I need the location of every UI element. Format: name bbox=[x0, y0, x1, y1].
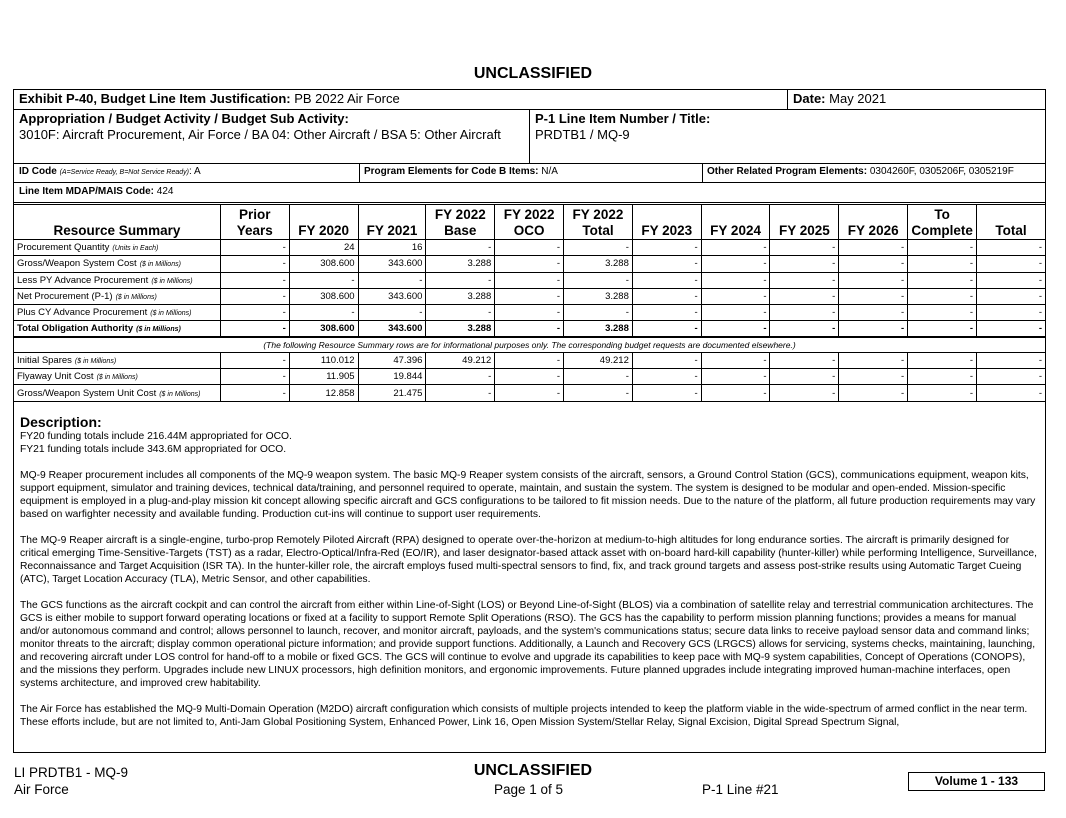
p1-label: P-1 Line Item Number / Title: bbox=[535, 111, 711, 126]
row-unit: ($ in Millions) bbox=[159, 390, 201, 398]
col-header: FY 2022 Base bbox=[426, 205, 495, 240]
row-label bbox=[14, 305, 221, 321]
table-cell: - bbox=[495, 352, 564, 368]
row-label bbox=[14, 321, 221, 337]
classification-top: UNCLASSIFIED bbox=[473, 65, 593, 82]
table-cell: - bbox=[701, 305, 770, 321]
table-cell: - bbox=[495, 288, 564, 304]
table-cell: 110.012 bbox=[289, 352, 358, 368]
table-cell: - bbox=[770, 352, 839, 368]
table-cell: - bbox=[495, 240, 564, 256]
footer-line-item: LI PRDTB1 - MQ-9 bbox=[14, 765, 129, 780]
table-cell: - bbox=[839, 321, 908, 337]
table-cell: - bbox=[632, 240, 701, 256]
table-row bbox=[14, 305, 1046, 321]
description-paragraph: The MQ-9 Reaper aircraft is a single-engine, turbo-prop Remotely Piloted Aircraft (RPA) designed to operate over-the-horizon at medium-to-high altitudes for long endurance sorties. The aircraft is primarily designed for critical emerging Time-Sensitive-Targets (TST) as a radar, Electro-Optical/Infra-Red (EO/IR), and laser designator-based attack asset with on-board hard-kill capability (hunter-killer) while performing Intelligence, Surveillance, Reconnaissance and Target Acquisition (ISR TA). In the hunter-killer role, the aircraft employs fused multi-spectral sensors to find, fix, and track ground targets and assess post-strike results using Automatic Target Cueing (ATC), Target Location Accuracy (TLA), Metric Sensor, and other capabilities. bbox=[20, 535, 1037, 585]
col-header: FY 2026 bbox=[839, 205, 908, 240]
table-row bbox=[14, 288, 1046, 304]
table-cell: - bbox=[770, 272, 839, 288]
table-cell: - bbox=[632, 369, 701, 385]
table-cell: - bbox=[770, 288, 839, 304]
table-cell: 16 bbox=[358, 240, 426, 256]
table-cell: - bbox=[220, 352, 289, 368]
row-unit: ($ in Millions) bbox=[96, 374, 138, 382]
id-code-note: (A=Service Ready, B=Not Service Ready) bbox=[59, 169, 189, 176]
description-line: FY20 funding totals include 216.44M appropriated for OCO. bbox=[20, 431, 292, 442]
table-cell: - bbox=[632, 288, 701, 304]
row-label bbox=[14, 385, 221, 401]
mdap-value: 424 bbox=[156, 186, 174, 197]
table-cell: - bbox=[908, 256, 977, 272]
table-cell: 3.288 bbox=[564, 321, 633, 337]
table-cell: - bbox=[495, 321, 564, 337]
table-cell: - bbox=[908, 385, 977, 401]
table-cell: 343.600 bbox=[358, 256, 426, 272]
description-line: FY21 funding totals include 343.6M appropriated for OCO. bbox=[20, 444, 287, 455]
table-cell: - bbox=[495, 385, 564, 401]
table-cell: 308.600 bbox=[289, 321, 358, 337]
table-cell: - bbox=[632, 256, 701, 272]
table-cell: - bbox=[908, 369, 977, 385]
table-cell: 308.600 bbox=[289, 288, 358, 304]
table-cell: - bbox=[839, 305, 908, 321]
table-cell: - bbox=[770, 240, 839, 256]
table-cell: - bbox=[426, 369, 495, 385]
classification-bottom: UNCLASSIFIED bbox=[473, 762, 593, 779]
row-label-text: Less PY Advance Procurement bbox=[17, 274, 149, 286]
table-cell: 343.600 bbox=[358, 288, 426, 304]
row-label bbox=[14, 272, 221, 288]
date-value: May 2021 bbox=[829, 91, 887, 106]
table-cell: - bbox=[220, 256, 289, 272]
other-pe-value: 0304260F, 0305206F, 0305219F bbox=[869, 166, 1014, 177]
pe-code-b-label: Program Elements for Code B Items: bbox=[364, 166, 539, 177]
id-code-row bbox=[14, 164, 1045, 183]
table-cell: - bbox=[908, 240, 977, 256]
row-unit: ($ in Millions) bbox=[139, 261, 181, 269]
footer-service: Air Force bbox=[14, 782, 69, 797]
table-cell: - bbox=[908, 272, 977, 288]
table-cell: - bbox=[977, 272, 1046, 288]
description-paragraph: The GCS functions as the aircraft cockpit and can control the aircraft from either within Line-of-Sight (LOS) or Beyond Line-of-Sight (BLOS) via a combination of satellite relay and terrestrial communication architectures. The GCS is either mobile to support forward operating locations or fixed at a facility to support Remote Split Operations (RSO). The GCS has the capability to perform mission planning functions; provides a means for manual and/or autonomous command and control; allows personnel to launch, recover, and monitor aircraft, payloads, and the system's communications status; secure data links to receive payload sensor data and command links; monitor threats to the aircraft; display common operational picture information; and provide support functions. Additionally, a Launch and Recovery GCS (LRGCS) allows for servicing, systems checks, maintaining, launching, and recovering aircraft under LOS control for hand-off to a mobile or fixed GCS. The GCS will continue to evolve and upgrade its capabilities to keep pace with MQ-9 system capabilities, Concept of Operations (CONOPS), and the missions they perform. Upgrades include new LINUX processors, high definition monitors, and ergonomic improvements. Future planned upgrades include integrating improved human-machine interfaces, open systems architecture, and improved crew habitability. bbox=[20, 600, 1036, 689]
table-cell: - bbox=[839, 256, 908, 272]
table-cell: - bbox=[564, 385, 633, 401]
row-label bbox=[14, 240, 221, 256]
row-unit: ($ in Millions) bbox=[136, 326, 181, 334]
table-cell: - bbox=[564, 240, 633, 256]
table-cell: - bbox=[564, 305, 633, 321]
table-cell: - bbox=[701, 288, 770, 304]
table-cell: - bbox=[632, 305, 701, 321]
col-header: Total bbox=[977, 205, 1046, 240]
table-cell: 3.288 bbox=[426, 288, 495, 304]
table-cell: 12.858 bbox=[289, 385, 358, 401]
row-label-text: Gross/Weapon System Cost bbox=[17, 258, 137, 270]
table-cell: - bbox=[908, 352, 977, 368]
row-label-text: Total Obligation Authority bbox=[17, 323, 134, 335]
table-cell: - bbox=[977, 256, 1046, 272]
table-cell: - bbox=[701, 321, 770, 337]
exhibit-label: Exhibit P-40, Budget Line Item Justification: bbox=[19, 91, 291, 106]
table-cell: - bbox=[220, 369, 289, 385]
table-cell: - bbox=[839, 352, 908, 368]
row-unit: ($ in Millions) bbox=[150, 310, 192, 318]
description-section bbox=[20, 416, 1040, 742]
table-cell: - bbox=[358, 305, 426, 321]
row-unit: ($ in Millions) bbox=[151, 277, 193, 285]
col-header: Resource Summary bbox=[14, 205, 221, 240]
table-cell: - bbox=[770, 385, 839, 401]
table-cell: - bbox=[701, 272, 770, 288]
mdap-row bbox=[14, 183, 1045, 203]
col-header: Prior Years bbox=[220, 205, 289, 240]
table-cell: - bbox=[839, 272, 908, 288]
footer-p1-line: P-1 Line #21 bbox=[702, 782, 779, 797]
row-unit: ($ in Millions) bbox=[115, 294, 157, 302]
table-row bbox=[14, 385, 1046, 401]
table-cell: 343.600 bbox=[358, 321, 426, 337]
table-header-row bbox=[14, 205, 1046, 240]
table-cell: - bbox=[908, 288, 977, 304]
table-cell: - bbox=[495, 272, 564, 288]
row-label bbox=[14, 369, 221, 385]
table-cell: - bbox=[839, 369, 908, 385]
table-cell: - bbox=[770, 256, 839, 272]
exhibit-value: PB 2022 Air Force bbox=[294, 91, 400, 106]
info-note-row bbox=[14, 337, 1046, 352]
table-cell: - bbox=[977, 305, 1046, 321]
table-cell: - bbox=[839, 385, 908, 401]
table-cell: - bbox=[701, 385, 770, 401]
table-cell: - bbox=[977, 369, 1046, 385]
exhibit-frame bbox=[13, 89, 1046, 753]
table-cell: - bbox=[977, 240, 1046, 256]
table-cell: 3.288 bbox=[564, 256, 633, 272]
resource-summary-table bbox=[13, 204, 1046, 402]
table-cell: - bbox=[701, 369, 770, 385]
table-row bbox=[14, 256, 1046, 272]
table-cell: - bbox=[632, 352, 701, 368]
table-cell: 3.288 bbox=[426, 256, 495, 272]
col-header: FY 2023 bbox=[632, 205, 701, 240]
table-cell: - bbox=[495, 256, 564, 272]
row-label-text: Procurement Quantity bbox=[17, 242, 110, 254]
table-cell: - bbox=[770, 305, 839, 321]
row-label-text: Flyaway Unit Cost bbox=[17, 371, 94, 383]
table-cell: - bbox=[220, 288, 289, 304]
table-cell: - bbox=[632, 272, 701, 288]
table-row bbox=[14, 321, 1046, 337]
table-cell: - bbox=[977, 321, 1046, 337]
table-cell: - bbox=[564, 272, 633, 288]
table-cell: - bbox=[220, 240, 289, 256]
description-paragraph bbox=[20, 430, 1040, 456]
row-label bbox=[14, 352, 221, 368]
p1-value: PRDTB1 / MQ-9 bbox=[535, 127, 630, 142]
table-cell: - bbox=[495, 305, 564, 321]
table-row bbox=[14, 240, 1046, 256]
row-unit: (Units in Each) bbox=[112, 245, 159, 253]
footer-page: Page 1 of 5 bbox=[494, 782, 564, 797]
table-cell: - bbox=[632, 385, 701, 401]
col-header: FY 2025 bbox=[770, 205, 839, 240]
row-label bbox=[14, 256, 221, 272]
table-cell: - bbox=[839, 240, 908, 256]
table-cell: 21.475 bbox=[358, 385, 426, 401]
id-code-label: ID Code bbox=[19, 166, 57, 177]
table-cell: - bbox=[632, 321, 701, 337]
table-cell: - bbox=[426, 385, 495, 401]
info-note: (The following Resource Summary rows are for informational purposes only. The corresponding budget requests are documented elsewhere.) bbox=[14, 337, 1046, 352]
table-cell: - bbox=[977, 352, 1046, 368]
row-label-text: Gross/Weapon System Unit Cost bbox=[17, 387, 157, 399]
table-cell: - bbox=[701, 240, 770, 256]
row-label-text: Net Procurement (P-1) bbox=[17, 291, 113, 303]
date-label: Date: bbox=[793, 91, 826, 106]
table-cell: - bbox=[426, 272, 495, 288]
description-paragraph: The Air Force has established the MQ-9 Multi-Domain Operation (M2DO) aircraft configuration which consists of multiple projects intended to keep the platform viable in the wide-spectrum of armed conflict in the near term. These efforts include, but are not limited to, Anti-Jam Global Positioning System, Enhanced Power, Link 16, Open Mission System/Stellar Relay, Signal Excision, Digital Spread Spectrum Signal, bbox=[20, 704, 1028, 728]
table-row bbox=[14, 369, 1046, 385]
table-cell: 3.288 bbox=[426, 321, 495, 337]
table-cell: - bbox=[220, 321, 289, 337]
table-cell: - bbox=[770, 321, 839, 337]
table-cell: - bbox=[770, 369, 839, 385]
table-cell: 49.212 bbox=[426, 352, 495, 368]
other-pe-label: Other Related Program Elements: bbox=[707, 166, 868, 177]
pe-code-b-value: N/A bbox=[541, 166, 558, 177]
table-cell: - bbox=[220, 305, 289, 321]
table-row bbox=[14, 272, 1046, 288]
table-cell: 24 bbox=[289, 240, 358, 256]
table-cell: 49.212 bbox=[564, 352, 633, 368]
table-cell: - bbox=[908, 321, 977, 337]
row-label bbox=[14, 288, 221, 304]
table-cell: 19.844 bbox=[358, 369, 426, 385]
table-cell: - bbox=[701, 256, 770, 272]
col-header: FY 2020 bbox=[289, 205, 358, 240]
approp-label: Appropriation / Budget Activity / Budget Sub Activity: bbox=[19, 111, 349, 126]
id-code-value: : A bbox=[189, 166, 201, 177]
col-header: To Complete bbox=[908, 205, 977, 240]
description-paragraph: MQ-9 Reaper procurement includes all components of the MQ-9 weapon system. The basic MQ-9 Reaper system consists of the aircraft, sensors, a Ground Control Station (GCS), communications equipment, weapon kits, support equipment, simulator and training devices, technical data/training, and personnel required to operate, maintain, and sustain the system. The system is designed to be modular and open-ended. Mission-specific equipment is employed in a plug-and-play mission kit concept allowing specific aircraft and GCS configurations to be tailored to fit mission needs. Due to the nature of the platform, all future production requirements may vary based on warfighter necessity and available funding. Production cut-ins will continue to support user requirements. bbox=[20, 470, 1036, 520]
table-cell: - bbox=[564, 369, 633, 385]
volume-box: Volume 1 - 133 bbox=[908, 772, 1045, 791]
table-cell: - bbox=[495, 369, 564, 385]
table-cell: 47.396 bbox=[358, 352, 426, 368]
col-header: FY 2024 bbox=[701, 205, 770, 240]
table-cell: - bbox=[908, 305, 977, 321]
table-cell: - bbox=[289, 272, 358, 288]
exhibit-row bbox=[14, 90, 1045, 110]
row-unit: ($ in Millions) bbox=[74, 357, 117, 365]
table-cell: - bbox=[977, 385, 1046, 401]
col-header: FY 2022 OCO bbox=[495, 205, 564, 240]
table-cell: - bbox=[220, 385, 289, 401]
table-cell: - bbox=[289, 305, 358, 321]
table-cell: - bbox=[701, 352, 770, 368]
table-cell: - bbox=[839, 288, 908, 304]
table-cell: - bbox=[426, 240, 495, 256]
table-cell: - bbox=[977, 288, 1046, 304]
table-cell: 308.600 bbox=[289, 256, 358, 272]
col-header: FY 2021 bbox=[358, 205, 426, 240]
table-cell: - bbox=[426, 305, 495, 321]
table-row bbox=[14, 352, 1046, 368]
table-cell: 11.905 bbox=[289, 369, 358, 385]
row-label-text: Initial Spares bbox=[17, 354, 72, 366]
table-cell: - bbox=[220, 272, 289, 288]
table-cell: - bbox=[358, 272, 426, 288]
description-heading: Description: bbox=[20, 414, 102, 430]
row-label-text: Plus CY Advance Procurement bbox=[17, 307, 148, 319]
col-header: FY 2022 Total bbox=[564, 205, 633, 240]
mdap-label: Line Item MDAP/MAIS Code: bbox=[19, 186, 155, 197]
table-cell: 3.288 bbox=[564, 288, 633, 304]
appropriation-row bbox=[14, 110, 1045, 164]
approp-value: 3010F: Aircraft Procurement, Air Force / BA 04: Other Aircraft / BSA 5: Other Aircraft bbox=[19, 127, 501, 142]
